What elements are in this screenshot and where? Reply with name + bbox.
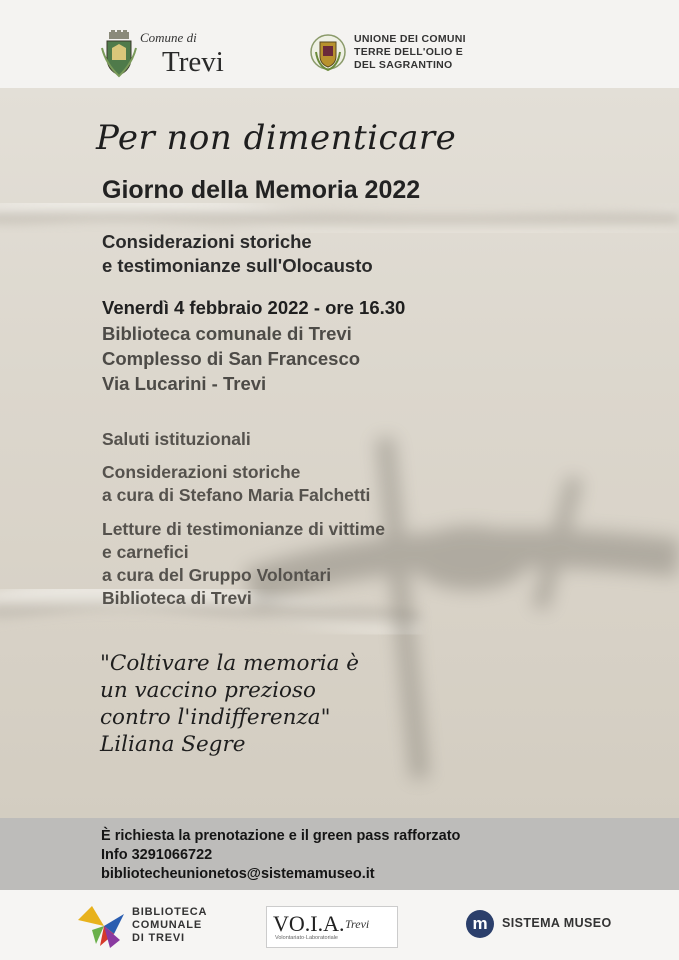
- comune-trevi-logo: [100, 28, 250, 80]
- subtitle-line: Considerazioni storiche: [102, 231, 312, 252]
- event-title: Giorno della Memoria 2022: [102, 176, 421, 204]
- info-bar: [0, 818, 679, 890]
- unione-line: UNIONE DEI COMUNI: [354, 33, 466, 45]
- booking-notice: È richiesta la prenotazione e il green pass rafforzato: [101, 828, 461, 844]
- biblioteca-line: DI TREVI: [132, 932, 185, 944]
- comune-di-label: Comune di: [140, 30, 197, 45]
- event-subtitle: [102, 230, 373, 278]
- biblioteca-trevi-logo: [74, 900, 214, 952]
- vola-tagline: Volontariato·Laboratoriale: [275, 935, 338, 941]
- footer-logos: [0, 890, 679, 960]
- biblioteca-name: [132, 906, 207, 945]
- program-line: Considerazioni storiche: [102, 462, 301, 482]
- info-email[interactable]: bibliotecheunionetos@sistemamuseo.it: [101, 866, 375, 882]
- program-item-readings: [102, 518, 385, 610]
- sistema-museo-icon: m: [466, 910, 494, 938]
- venue-line: Biblioteca comunale di Trevi: [102, 323, 352, 344]
- biblioteca-line: BIBLIOTECA: [132, 906, 208, 918]
- program-item-greetings: [102, 428, 251, 451]
- program-line: e carnefici: [102, 542, 189, 562]
- vola-trevi-logo: [266, 906, 398, 948]
- venue-line: Complesso di San Francesco: [102, 348, 361, 369]
- bird-logo-icon: [74, 900, 128, 952]
- program-line: Letture di testimonianze di vittime: [102, 519, 385, 539]
- quote-line: contro l'indifferenza": [100, 705, 331, 730]
- script-title: Per non dimenticare: [96, 118, 457, 158]
- segre-quote: [100, 650, 359, 758]
- vola-trevi-script: Trevi: [345, 917, 370, 931]
- quote-line: "Coltivare la memoria è: [100, 651, 359, 676]
- quote-author: Liliana Segre: [100, 732, 246, 757]
- sistema-museo-logo: [466, 908, 626, 940]
- unione-line: DEL SAGRANTINO: [354, 59, 453, 71]
- header-logos: [0, 0, 679, 88]
- program-line: a cura di Stefano Maria Falchetti: [102, 485, 371, 505]
- biblioteca-line: COMUNALE: [132, 919, 202, 931]
- program-line: Biblioteca di Trevi: [102, 588, 252, 608]
- event-venue: [102, 321, 360, 396]
- program-line: Saluti istituzionali: [102, 429, 251, 449]
- comune-name: Trevi: [162, 46, 224, 78]
- vola-name: VO.I.A.: [273, 911, 345, 936]
- trevi-crest-icon: [100, 30, 138, 78]
- quote-line: un vaccino prezioso: [100, 678, 316, 703]
- unione-line: TERRE DELL'OLIO E: [354, 46, 464, 58]
- program-item-historical: [102, 461, 370, 507]
- unione-comuni-logo: [310, 30, 490, 80]
- unione-name: [354, 33, 466, 72]
- sistema-museo-label: SISTEMA MUSEO: [502, 916, 612, 930]
- venue-line: Via Lucarini - Trevi: [102, 373, 267, 394]
- event-date: Venerdì 4 febbraio 2022 - ore 16.30: [102, 297, 406, 318]
- unione-crest-icon: [310, 30, 346, 76]
- program-line: a cura del Gruppo Volontari: [102, 565, 332, 585]
- info-phone[interactable]: Info 3291066722: [101, 847, 213, 863]
- subtitle-line: e testimonianze sull'Olocausto: [102, 255, 373, 276]
